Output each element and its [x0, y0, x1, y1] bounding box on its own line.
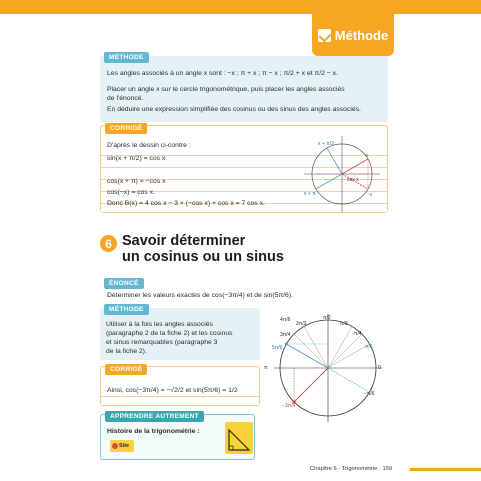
enonce-text: Déterminer les valeurs exactes de cos(−3π/4) et de sin(5π/6). [107, 292, 293, 299]
section-title-line-2: un cosinus ou un sinus [122, 249, 284, 265]
circle2-label-3pi-4: 3π/4 [280, 332, 291, 338]
circle2-label-minus-pi-6: −π/6 [364, 391, 375, 397]
corrige-line-4: cos(−x) = cos x. [107, 189, 155, 196]
corrige2-text: Ainsi, cos(−3π/4) = −√2/2 et sin(5π/6) = 1/2 [107, 387, 238, 394]
corrige-line-1: D'après le dessin ci-contre : [107, 142, 191, 149]
page-footer: Chapitre 6 · Trigonométrie · 159 [310, 466, 393, 472]
trig-circle-figure-1 [302, 134, 382, 214]
enonce-tag: ÉNONCÉ [104, 278, 144, 289]
methode-tag: MÉTHODE [104, 52, 149, 63]
fig1-label-x: x [366, 153, 369, 159]
fig1-label-a: x + π/2 [318, 141, 334, 147]
footer-bar [410, 468, 481, 471]
methode2-line-2: (paragraphe 2 de la fiche 2) et les cosinus [106, 330, 233, 337]
method-header-tab [312, 14, 394, 56]
site-button[interactable] [110, 440, 134, 452]
circle2-label-4pi-6: 4π/6 [280, 317, 291, 323]
methode2-tag: MÉTHODE [104, 304, 149, 315]
methode-line-1: Les angles associés à un angle x sont : −x ; π + x ; π − x ; π/2 + x et π/2 − x. [107, 70, 338, 77]
circle2-label-pi: π [264, 365, 268, 371]
methode2-line-3: et sinus remarquables (paragraphe 3 [106, 339, 218, 346]
checkmark-icon [318, 29, 331, 42]
circle2-label-pi-4: π/4 [354, 331, 362, 337]
section-title [122, 233, 284, 265]
circle2-label-2pi-3: 2π/3 [296, 321, 307, 327]
apprendre-tag: APPRENDRE AUTREMENT [105, 411, 204, 422]
corrige-line-2: sin(x + π/2) = cos x [107, 155, 166, 162]
top-color-band [0, 0, 481, 14]
site-label: Site [119, 443, 130, 449]
methode2-line-4: de la fiche 2). [106, 348, 147, 355]
circle2-label-5pi-6: 5π/6 [272, 345, 283, 351]
section-title-line-1: Savoir déterminer [122, 233, 246, 249]
circle2-label-pi-6: π/6 [365, 344, 373, 350]
corrige-tag: CORRIGÉ [105, 123, 147, 134]
circle2-label-0: 0 [378, 365, 381, 371]
methode-line-4: En déduire une expression simplifiée des cosinus ou des sinus des angles associés. [107, 106, 361, 113]
methode-line-3: de l'énoncé. [107, 95, 144, 102]
method-header-label: Méthode [334, 27, 389, 43]
corrige2-box [100, 366, 260, 406]
fig1-label-cosx: cos x [347, 177, 359, 183]
methode-line-2: Placer un angle x sur le cercle trigonométrique, puis placer les angles associés [107, 86, 345, 93]
circle2-label-pi-2: π/2 [323, 315, 331, 321]
corrige2-tag: CORRIGÉ [105, 364, 147, 375]
triangle-ruler-icon [225, 422, 253, 454]
apprendre-title: Histoire de la trigonométrie : [107, 428, 200, 435]
fig1-label-c: −x [367, 192, 373, 198]
corrige-line-3: cos(x + π) = −cos x [107, 178, 166, 185]
corrige-line-5: Donc B(x) = 4 cos x − 3 × (−cos x) + cos x = 7 cos x. [107, 200, 265, 207]
methode-box [100, 56, 388, 122]
circle2-label-minus-3pi-4: −3π/4 [282, 403, 296, 409]
section-number: 6 [100, 235, 117, 252]
site-icon [112, 443, 118, 449]
methode2-box [100, 308, 260, 360]
fig1-label-b: x + π [304, 191, 316, 197]
methode2-line-1: Utiliser à la fois les angles associés [106, 321, 213, 328]
circle2-label-pi-3: π/3 [340, 321, 348, 327]
